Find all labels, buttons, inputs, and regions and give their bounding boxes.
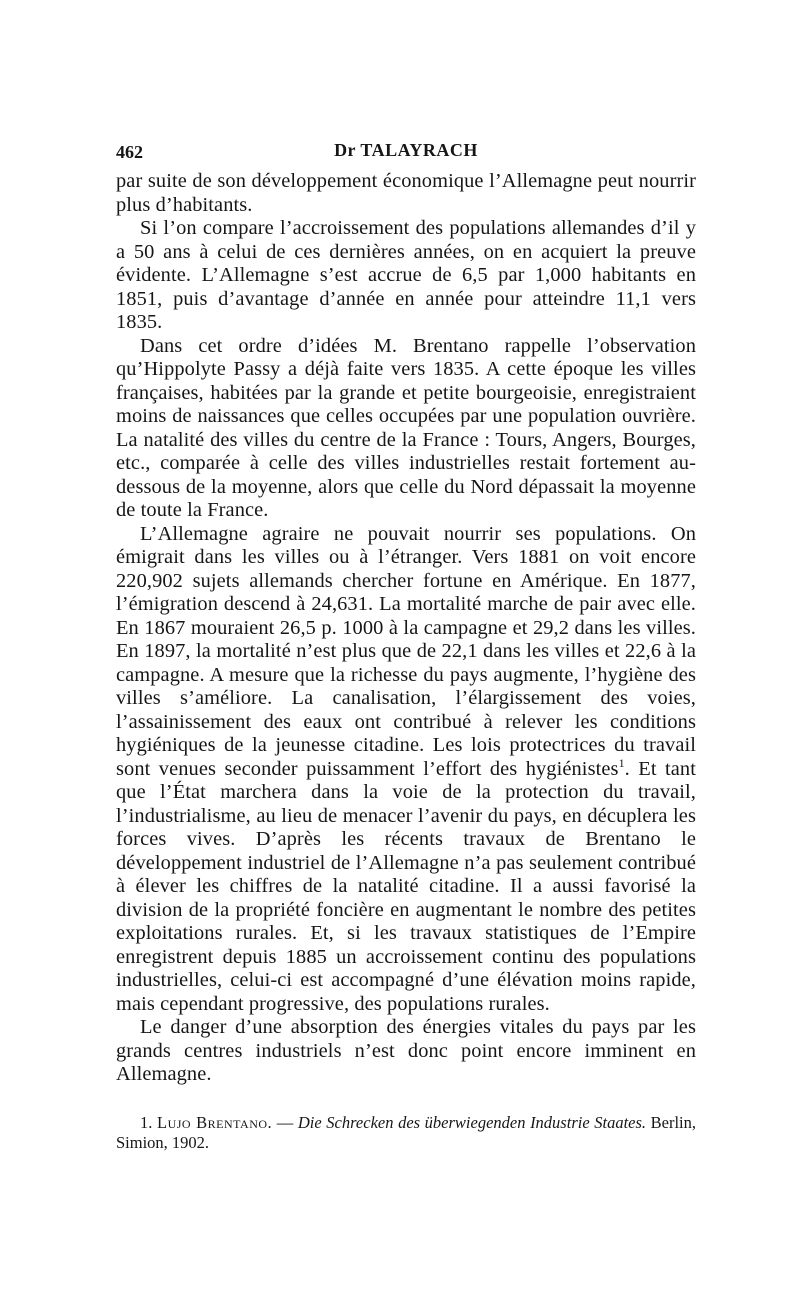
paragraph: par suite de son développement économique l’Allemagne peut nourrir plus d’habitants.: [116, 170, 696, 216]
page-number: 462: [116, 142, 143, 162]
paragraph: Si l’on compare l’accroissement des populations allemandes d’il y a 50 ans à celui de ces dernières années, on en acquiert la preuve évidente. L’Allemagne s’est accrue de 6,5 par 1,000 habitants en 1851, puis d’avantage d’année en année pour atteindre 11,1 vers 1835.: [116, 217, 696, 333]
footnote-author: Lujo Brentano.: [156, 1112, 273, 1132]
paragraph: Dans cet ordre d’idées M. Brentano rappelle l’observation qu’Hippolyte Passy a déjà faite vers 1835. A cette époque les villes françaises, habitées par la grande et petite bourgeoisie, enregistraient moins de naissances que celles occupées par une population ouvrière. La natalité des villes du centre de la France : Tours, Angers, Bourges, etc., comparée à celle des villes industrielles restait fortement au-dessous de la moyenne, alors que celle du Nord dépassait la moyenne de toute la France.: [116, 334, 696, 521]
footnote-reference: 1: [618, 755, 625, 770]
paragraph: Le danger d’une absorption des énergies vitales du pays par les grands centres industriels n’est donc point encore imminent en Allemagne.: [116, 1016, 696, 1085]
paragraph-text-continued: . Et tant que l’État marchera dans la voie de la protection du travail, l’industrialisme, au lieu de menacer l’avenir du pays, en décuplera les forces vives. D’après les récents travaux de Brentano le développement industriel de l’Allemagne n’a pas seulement contribué à élever les chiffres de la natalité citadine. Il a aussi favorisé la division de la propriété foncière en augmentant le nombre des petites exploitations rurales. Et, si les travaux statistiques de l’Empire enregistrent depuis 1885 un accroissement continu des populations industrielles, celui-ci est accompagné d’une élévation moins rapide, mais cependant progressive, des populations rurales.: [116, 757, 696, 1015]
footnote-dash: —: [272, 1112, 298, 1132]
paragraph: [116, 523, 696, 1017]
header-title: Dr TALAYRACH: [334, 140, 478, 160]
paragraph-text: L’Allemagne agraire ne pouvait nourrir ses populations. On émigrait dans les villes ou à l’étranger. Vers 1881 on voit encore 220,902 sujets allemands chercher fortune en Amérique. En 1877, l’émigration descend à 24,631. La mortalité marche de pair avec elle. En 1867 mouraient 26,5 p. 1000 à la campagne et 29,2 dans les villes. En 1897, la mortalité n’est plus que de 22,1 dans les villes et 22,6 à la campagne. A mesure que la richesse du pays augmente, l’hygiène des villes s’améliore. La canalisation, l’élargissement des voies, l’assainissement des eaux ont contribué à relever les conditions hygiéniques de la jeunesse citadine. Les lois protectrices du travail sont venues seconder puissamment l’effort des hygiénistes: [116, 522, 696, 780]
footnote-work-title: Die Schrecken des überwiegenden Industrie Staates.: [297, 1112, 647, 1132]
body-text: [116, 170, 696, 1087]
footnote-number: 1.: [140, 1112, 153, 1132]
book-page: [116, 138, 696, 1153]
footnote: [116, 1113, 696, 1153]
running-head: [116, 138, 696, 170]
footnote-publication: Berlin, Simion, 1902.: [116, 1112, 697, 1152]
